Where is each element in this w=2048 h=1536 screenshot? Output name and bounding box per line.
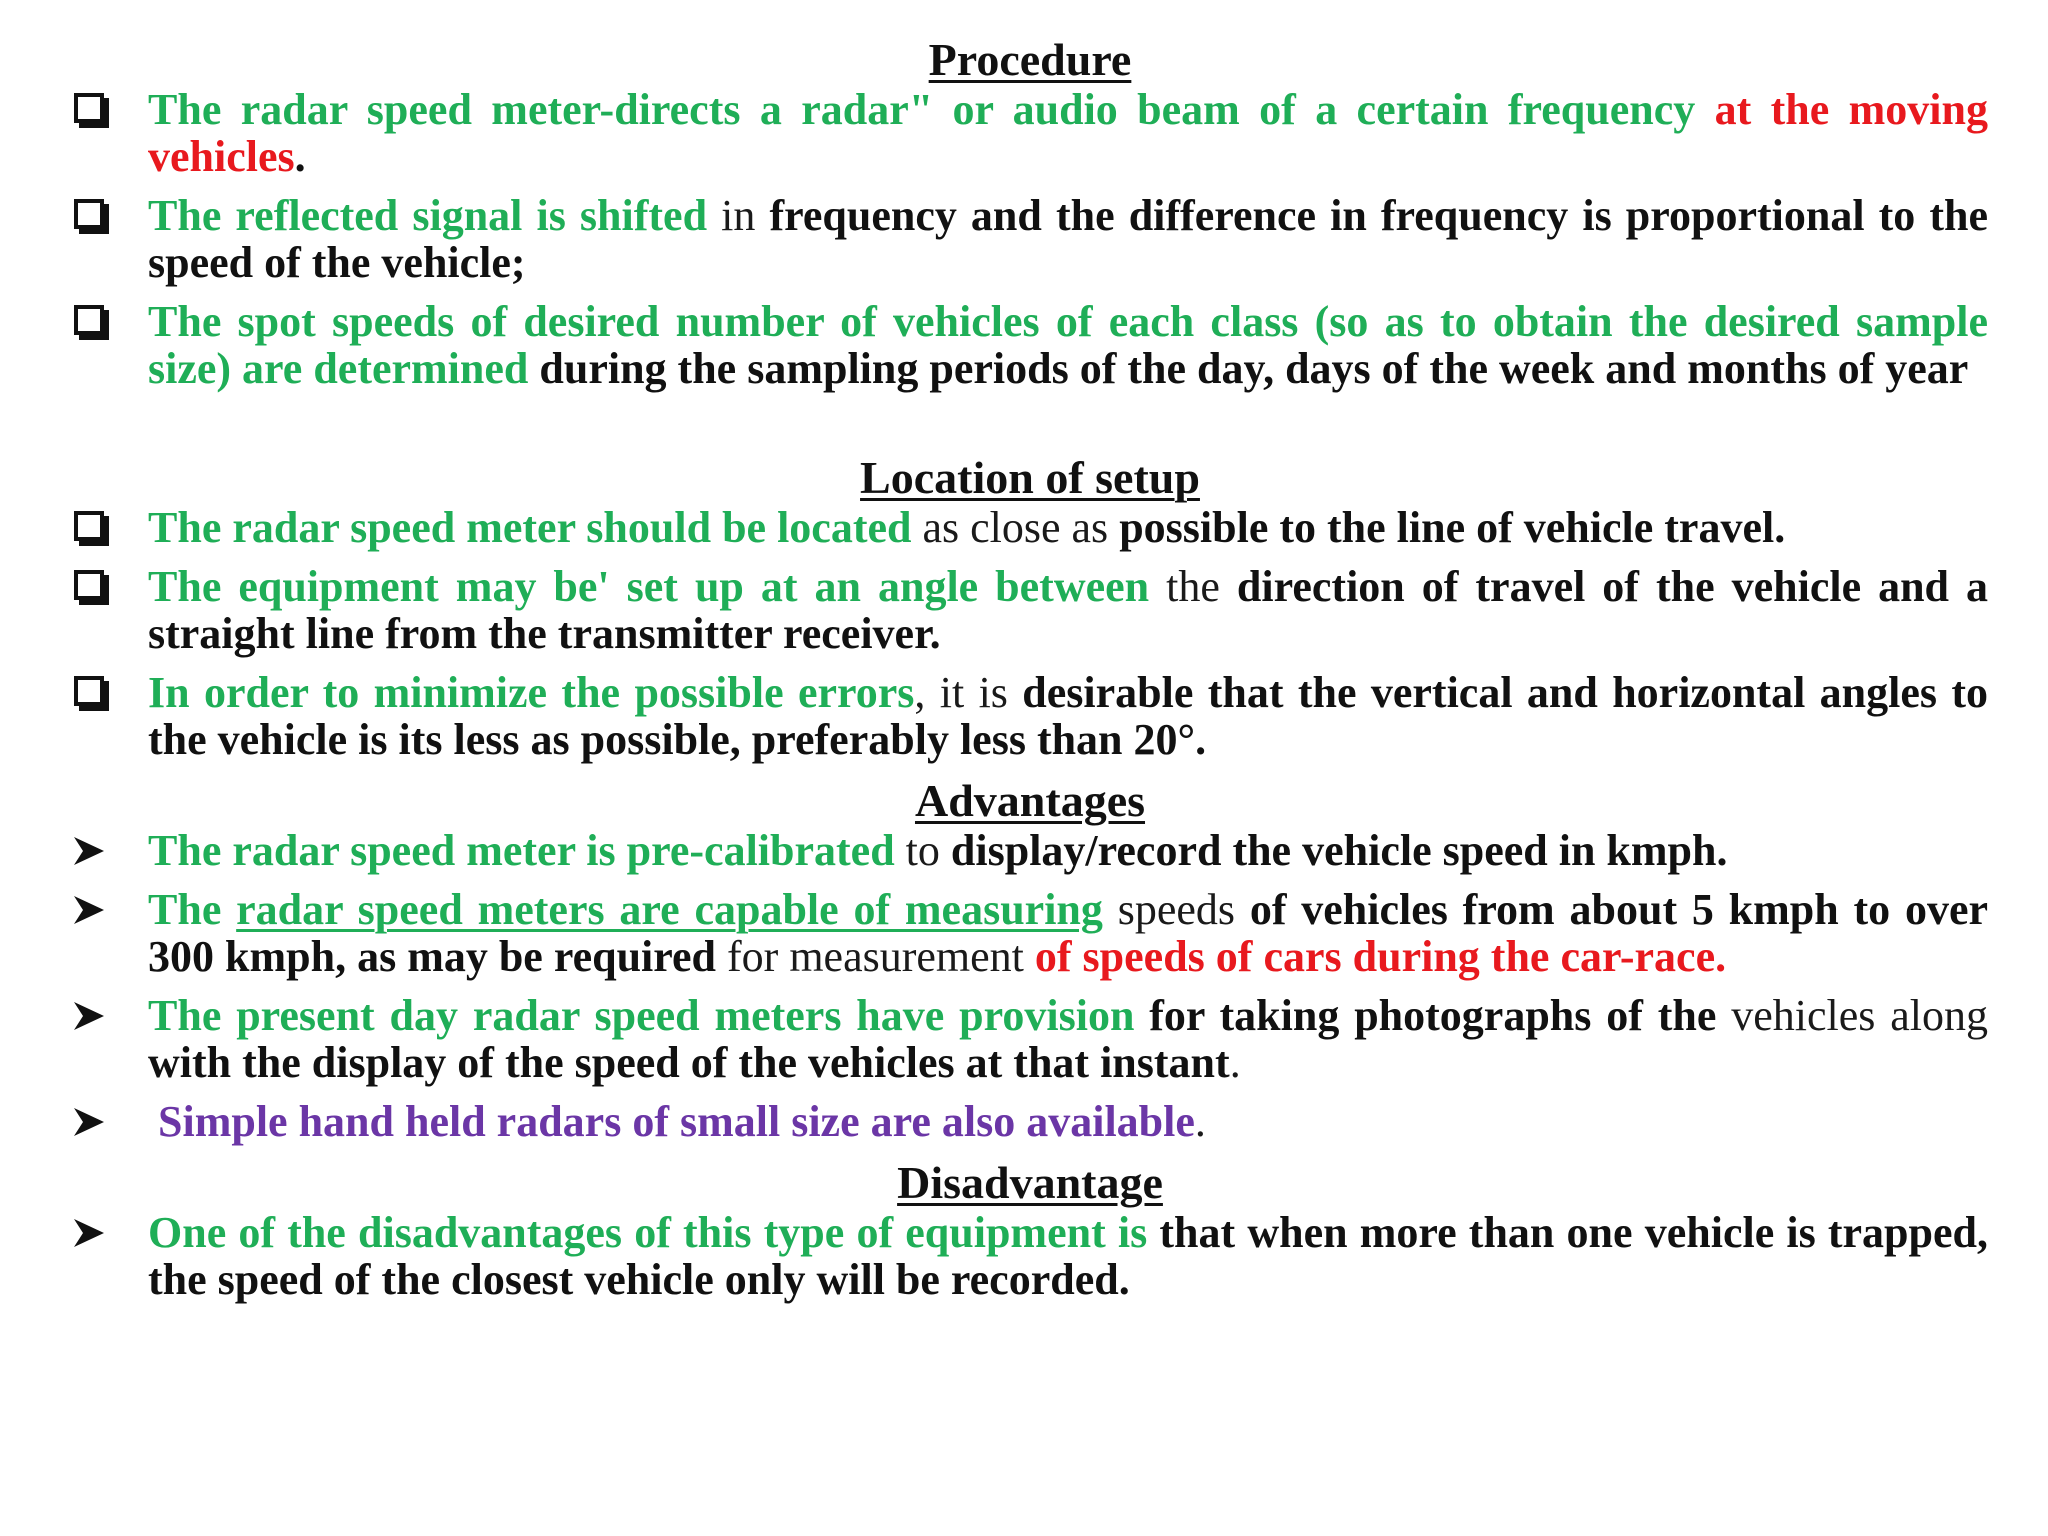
location-item-2: The equipment may be' set up at an angle between the direction of travel of the vehicle and a straight line from the transmitter receiver. xyxy=(72,563,1988,657)
procedure-item-2: The reflected signal is shifted in frequency and the difference in frequency is proportional to the speed of the vehicle; xyxy=(72,192,1988,286)
arrowhead-icon xyxy=(72,886,122,933)
advantage-item-3: The present day radar speed meters have provision for taking photographs of the vehicles along with the display of the speed of the vehicles at that instant. xyxy=(72,992,1988,1086)
hollow-square-icon xyxy=(72,669,122,716)
advantage-item-1: The radar speed meter is pre-calibrated to display/record the vehicle speed in kmph. xyxy=(72,827,1988,874)
hollow-square-icon xyxy=(72,298,122,345)
disadvantage-item-1: One of the disadvantages of this type of equipment is that when more than one vehicle is trapped, the speed of the closest vehicle only will be recorded. xyxy=(72,1209,1988,1303)
procedure-heading: Procedure xyxy=(928,34,1132,85)
location-item-3: In order to minimize the possible errors, it is desirable that the vertical and horizontal angles to the vehicle is its less as possible, preferably less than 20°. xyxy=(72,669,1988,763)
location-heading: Location of setup xyxy=(860,452,1200,503)
advantages-heading: Advantages xyxy=(914,775,1146,826)
hollow-square-icon xyxy=(72,192,122,239)
arrowhead-icon xyxy=(72,1209,122,1256)
advantage-item-4: Simple hand held radars of small size are also available. xyxy=(72,1098,1988,1145)
arrowhead-icon xyxy=(72,1098,122,1145)
procedure-item-1: The radar speed meter-directs a radar" or audio beam of a certain frequency at the moving vehicles. xyxy=(72,86,1988,180)
arrowhead-icon xyxy=(72,992,122,1039)
hollow-square-icon xyxy=(72,504,122,551)
hollow-square-icon xyxy=(72,563,122,610)
procedure-item-3: The spot speeds of desired number of vehicles of each class (so as to obtain the desired sample size) are determined during the sampling periods of the day, days of the week and months of year xyxy=(72,298,1988,392)
arrowhead-icon xyxy=(72,827,122,874)
hollow-square-icon xyxy=(72,86,122,133)
disadvantage-heading: Disadvantage xyxy=(897,1157,1163,1208)
location-item-1: The radar speed meter should be located as close as possible to the line of vehicle travel. xyxy=(72,504,1988,551)
advantage-item-2: The radar speed meters are capable of measuring speeds of vehicles from about 5 kmph to over 300 kmph, as may be required for measurement of speeds of cars during the car-race. xyxy=(72,886,1988,980)
